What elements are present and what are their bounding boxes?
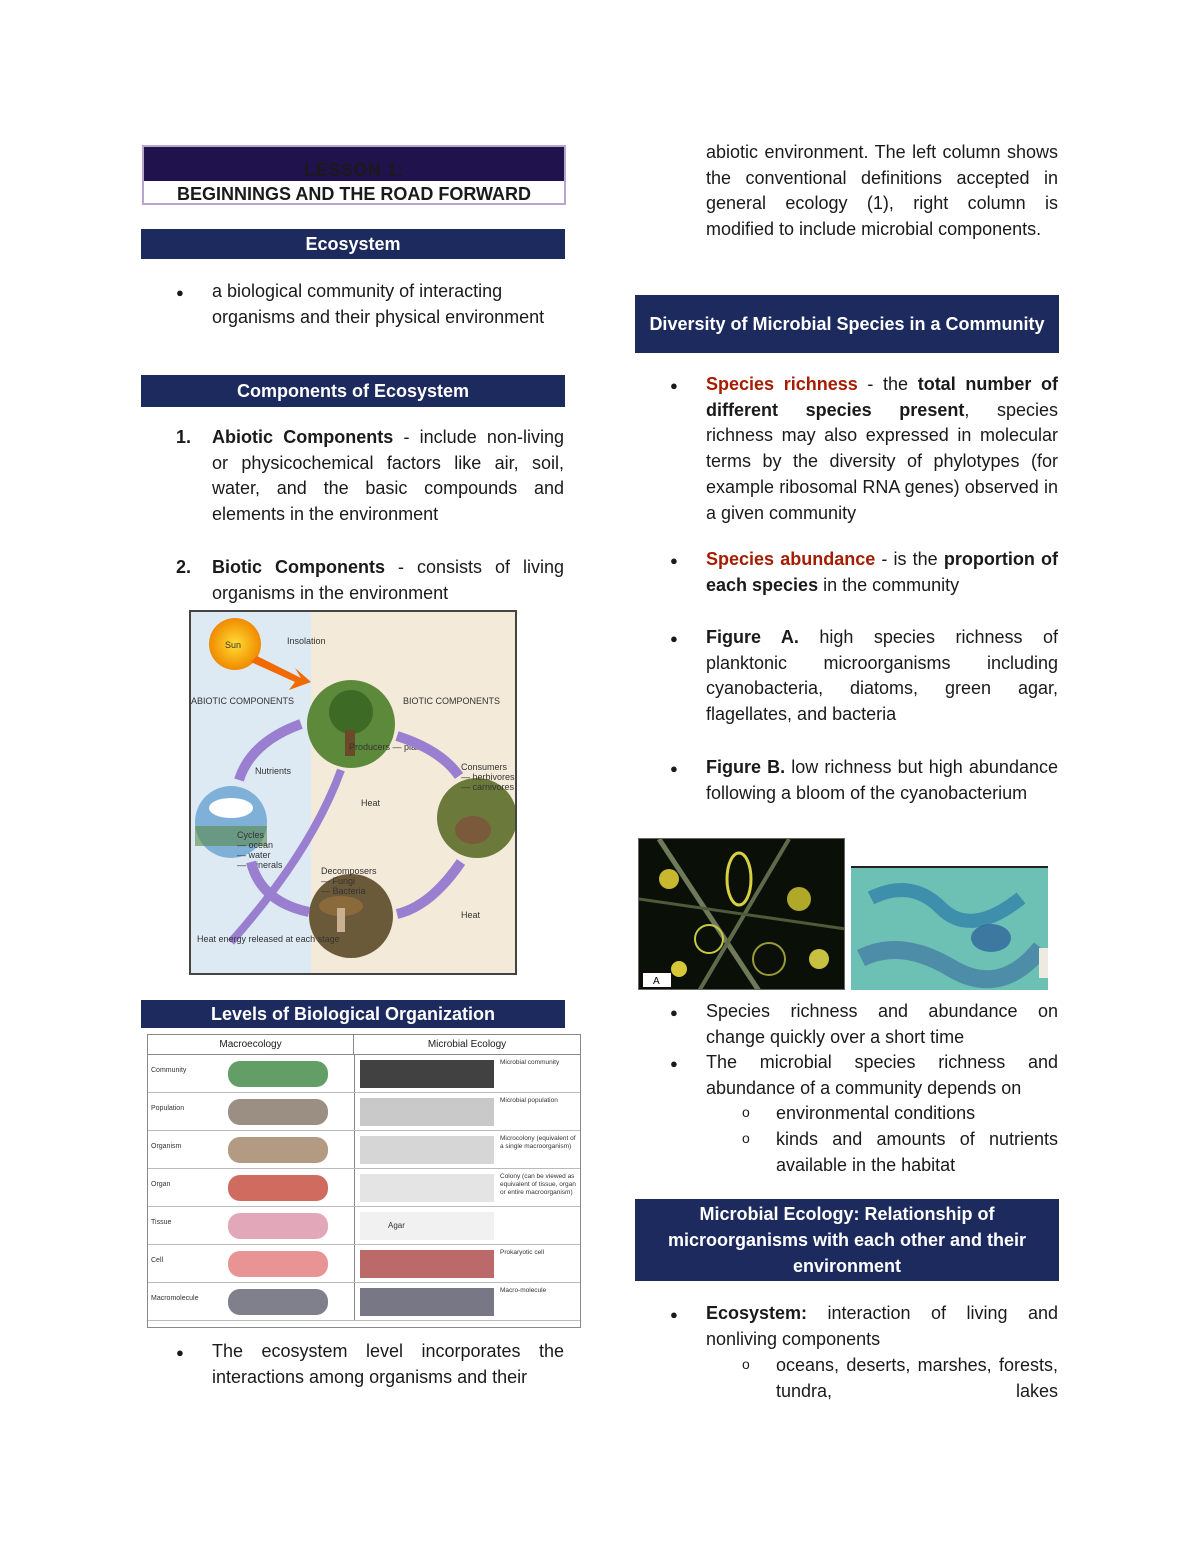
table-cell-level: Organ bbox=[151, 1181, 171, 1188]
table-cell-microbial: Colony (can be viewed as equivalent of tissue, organ or entire macroorganism) bbox=[500, 1173, 576, 1196]
diversity-header: Diversity of Microbial Species in a Community bbox=[635, 295, 1059, 353]
figure-a-label: A bbox=[653, 976, 660, 987]
bullet-icon: ● bbox=[670, 1005, 678, 1020]
table-row bbox=[148, 1207, 580, 1245]
ecosystem-level-text: The ecosystem level incorporates the interactions among organisms and their bbox=[212, 1341, 564, 1387]
figure-a-term: Figure A. bbox=[706, 627, 799, 647]
table-cell-microbial: Microcolony (equivalent of a single macroorganism) bbox=[500, 1135, 576, 1150]
table-cell-level: Macromolecule bbox=[151, 1295, 199, 1302]
table-divider bbox=[354, 1169, 355, 1206]
table-col-macroecology: Macroecology bbox=[148, 1035, 354, 1055]
richness-item bbox=[706, 372, 1058, 526]
abundance-mid: - is the bbox=[875, 549, 944, 569]
table-cell-level: Organism bbox=[151, 1143, 182, 1150]
table-row bbox=[148, 1131, 580, 1169]
diagram-insolation-label: Insolation bbox=[287, 636, 326, 646]
ecosystem-examples: oceans, deserts, marshes, forests, tundra, lakes bbox=[776, 1355, 1058, 1401]
ecosystem-definition: a biological community of interacting organisms and their physical environment bbox=[212, 281, 545, 327]
table-row bbox=[148, 1283, 580, 1321]
table-divider bbox=[354, 1055, 355, 1092]
richness-mid: - the bbox=[857, 374, 918, 394]
prokaryote-icon bbox=[360, 1250, 494, 1278]
figure-a-image bbox=[638, 838, 845, 990]
change-bullet: Species richness and abundance on change quickly over a short time bbox=[706, 1001, 1058, 1047]
table-cell-microbial: Prokaryotic cell bbox=[500, 1249, 545, 1256]
figure-a-text: high species richness of planktonic microorganisms including cyanobacteria, diatoms, green agar, flagellates, and bacteria bbox=[706, 627, 1059, 725]
abiotic-item bbox=[212, 425, 564, 528]
figure-b-term: Figure B. bbox=[706, 757, 786, 777]
ecosystem-diagram-svg bbox=[191, 612, 515, 973]
mice-icon bbox=[228, 1099, 328, 1125]
ecosystem-text: interaction of living and nonliving components bbox=[706, 1303, 1058, 1349]
table-cell-level: Community bbox=[151, 1067, 187, 1074]
diagram-heat-label-1: Heat bbox=[361, 798, 381, 808]
diagram-ocean-label: — ocean bbox=[237, 840, 274, 850]
tree-fox-icon bbox=[228, 1061, 328, 1087]
diagram-minerals-label: — minerals bbox=[237, 860, 283, 870]
colony-plate-icon bbox=[360, 1174, 494, 1202]
table-cell-microbial: Microbial community bbox=[500, 1059, 560, 1066]
dna-icon bbox=[360, 1288, 494, 1316]
agar-plate-icon bbox=[360, 1212, 494, 1240]
diagram-heat-energy-label: Heat energy released at each stage bbox=[197, 934, 340, 944]
abiotic-number: 1. bbox=[176, 427, 192, 447]
abiotic-term: Abiotic Components bbox=[212, 427, 394, 447]
table-col-microbial: Microbial Ecology bbox=[354, 1035, 580, 1055]
diagram-biotic-label: BIOTIC COMPONENTS bbox=[403, 696, 501, 706]
richness-term: Species richness bbox=[706, 374, 858, 394]
agar-label: Agar bbox=[388, 1221, 405, 1230]
diagram-sun-label: Sun bbox=[225, 640, 242, 650]
biotic-item bbox=[212, 555, 564, 606]
table-row bbox=[148, 1169, 580, 1207]
diagram-heat-label-2: Heat bbox=[461, 910, 481, 920]
diagram-consumers-label: Consumers bbox=[461, 762, 508, 772]
bullet-icon: ● bbox=[670, 1307, 678, 1322]
lesson-title-box bbox=[142, 145, 566, 205]
liver-icon bbox=[228, 1175, 328, 1201]
table-divider bbox=[354, 1283, 355, 1320]
table-divider bbox=[354, 1245, 355, 1282]
levels-table bbox=[147, 1034, 581, 1328]
sub-bullet-environment: environmental conditions bbox=[776, 1103, 976, 1123]
microbial-mat-icon bbox=[360, 1060, 494, 1088]
tissue-icon bbox=[228, 1213, 328, 1239]
sub-bullet-icon: o bbox=[742, 1104, 750, 1120]
mouse-icon bbox=[228, 1137, 328, 1163]
diagram-producers-label: Producers — plants bbox=[349, 742, 429, 752]
colonies-icon bbox=[360, 1098, 494, 1126]
figure-a-item bbox=[706, 625, 1058, 728]
table-cell-microbial: Microbial population bbox=[500, 1097, 558, 1104]
biotic-number: 2. bbox=[176, 557, 192, 577]
sub-bullet-nutrients: kinds and amounts of nutrients available in the habitat bbox=[776, 1129, 1058, 1175]
table-row bbox=[148, 1055, 580, 1093]
depends-bullet: The microbial species richness and abundance of a community depends on bbox=[706, 1052, 1058, 1098]
diagram-carnivores-label: — carnivores bbox=[461, 782, 515, 792]
sub-bullet-icon: o bbox=[742, 1130, 750, 1146]
diagram-abiotic-label: ABIOTIC COMPONENTS bbox=[191, 696, 295, 706]
bullet-icon: ● bbox=[670, 1056, 678, 1071]
bullet-icon: ● bbox=[176, 1345, 184, 1360]
figure-b-svg bbox=[851, 868, 1048, 990]
richness-rest: , species richness may also expressed in molecular terms by the diversity of phylotypes (for example ribosomal RNA genes) observed in a given community bbox=[706, 399, 1058, 523]
diagram-cycles-label: Cycles bbox=[237, 830, 265, 840]
abundance-term: Species abundance bbox=[706, 549, 876, 569]
bullet-icon: ● bbox=[670, 378, 678, 393]
cell-icon bbox=[228, 1251, 328, 1277]
diagram-fungi-label: — Fungi bbox=[321, 876, 356, 886]
figure-b-text: low richness but high abundance following a bloom of the cyanobacterium bbox=[706, 757, 1058, 803]
components-header: Components of Ecosystem bbox=[141, 375, 565, 407]
figure-b-item bbox=[706, 755, 1058, 806]
diagram-nutrients-label: Nutrients bbox=[255, 766, 292, 776]
table-row bbox=[148, 1245, 580, 1283]
table-cell-microbial: Macro-molecule bbox=[500, 1287, 547, 1294]
abundance-item bbox=[706, 547, 1058, 598]
relationship-header: Microbial Ecology: Relationship of microorganisms with each other and their environment bbox=[635, 1199, 1059, 1281]
abiotic-text: - include non-living or physicochemical factors like air, soil, water, and the basic compounds and elements in the environment bbox=[212, 427, 564, 525]
figure-b-image bbox=[851, 866, 1048, 990]
table-cell-level: Population bbox=[151, 1105, 185, 1112]
levels-header: Levels of Biological Organization bbox=[141, 1000, 565, 1028]
sub-bullet-icon: o bbox=[742, 1356, 750, 1372]
ecosystem-header: Ecosystem bbox=[141, 229, 565, 259]
table-cell-level: Cell bbox=[151, 1257, 164, 1264]
diagram-water-label: — water bbox=[237, 850, 271, 860]
table-cell-level: Tissue bbox=[151, 1219, 172, 1226]
abundance-bold: proportion of each species bbox=[706, 549, 1058, 595]
table-divider bbox=[354, 1131, 355, 1168]
dna-icon bbox=[228, 1289, 328, 1315]
abundance-rest: in the community bbox=[818, 574, 960, 595]
bullet-icon: ● bbox=[670, 631, 678, 646]
bullet-icon: ● bbox=[670, 553, 678, 568]
table-row bbox=[148, 1093, 580, 1131]
table-divider bbox=[354, 1207, 355, 1244]
lesson-title: BEGINNINGS AND THE ROAD FORWARD bbox=[176, 184, 531, 204]
figure-a-svg bbox=[639, 839, 845, 990]
table-divider bbox=[354, 1093, 355, 1130]
bullet-icon: ● bbox=[176, 285, 184, 300]
diagram-bacteria-label: — Bacteria bbox=[321, 886, 366, 896]
diagram-herbivores-label: — herbivores bbox=[461, 772, 515, 782]
lesson-number: LESSON 1: bbox=[304, 160, 404, 180]
ecosystem-item bbox=[706, 1301, 1058, 1352]
bullet-icon: ● bbox=[670, 761, 678, 776]
biotic-term: Biotic Components bbox=[212, 557, 385, 577]
diagram-decomposers-label: Decomposers bbox=[321, 866, 377, 876]
microcolony-icon bbox=[360, 1136, 494, 1164]
biotic-text: - consists of living organisms in the environment bbox=[212, 557, 564, 603]
richness-bold: total number of different species present bbox=[706, 374, 1058, 420]
ecosystem-diagram bbox=[189, 610, 517, 975]
abiotic-continuation: abiotic environment. The left column shows the conventional definitions accepted in general ecology (1), right column is modified to include microbial components. bbox=[706, 142, 1058, 240]
ecosystem-term: Ecosystem: bbox=[706, 1303, 808, 1323]
